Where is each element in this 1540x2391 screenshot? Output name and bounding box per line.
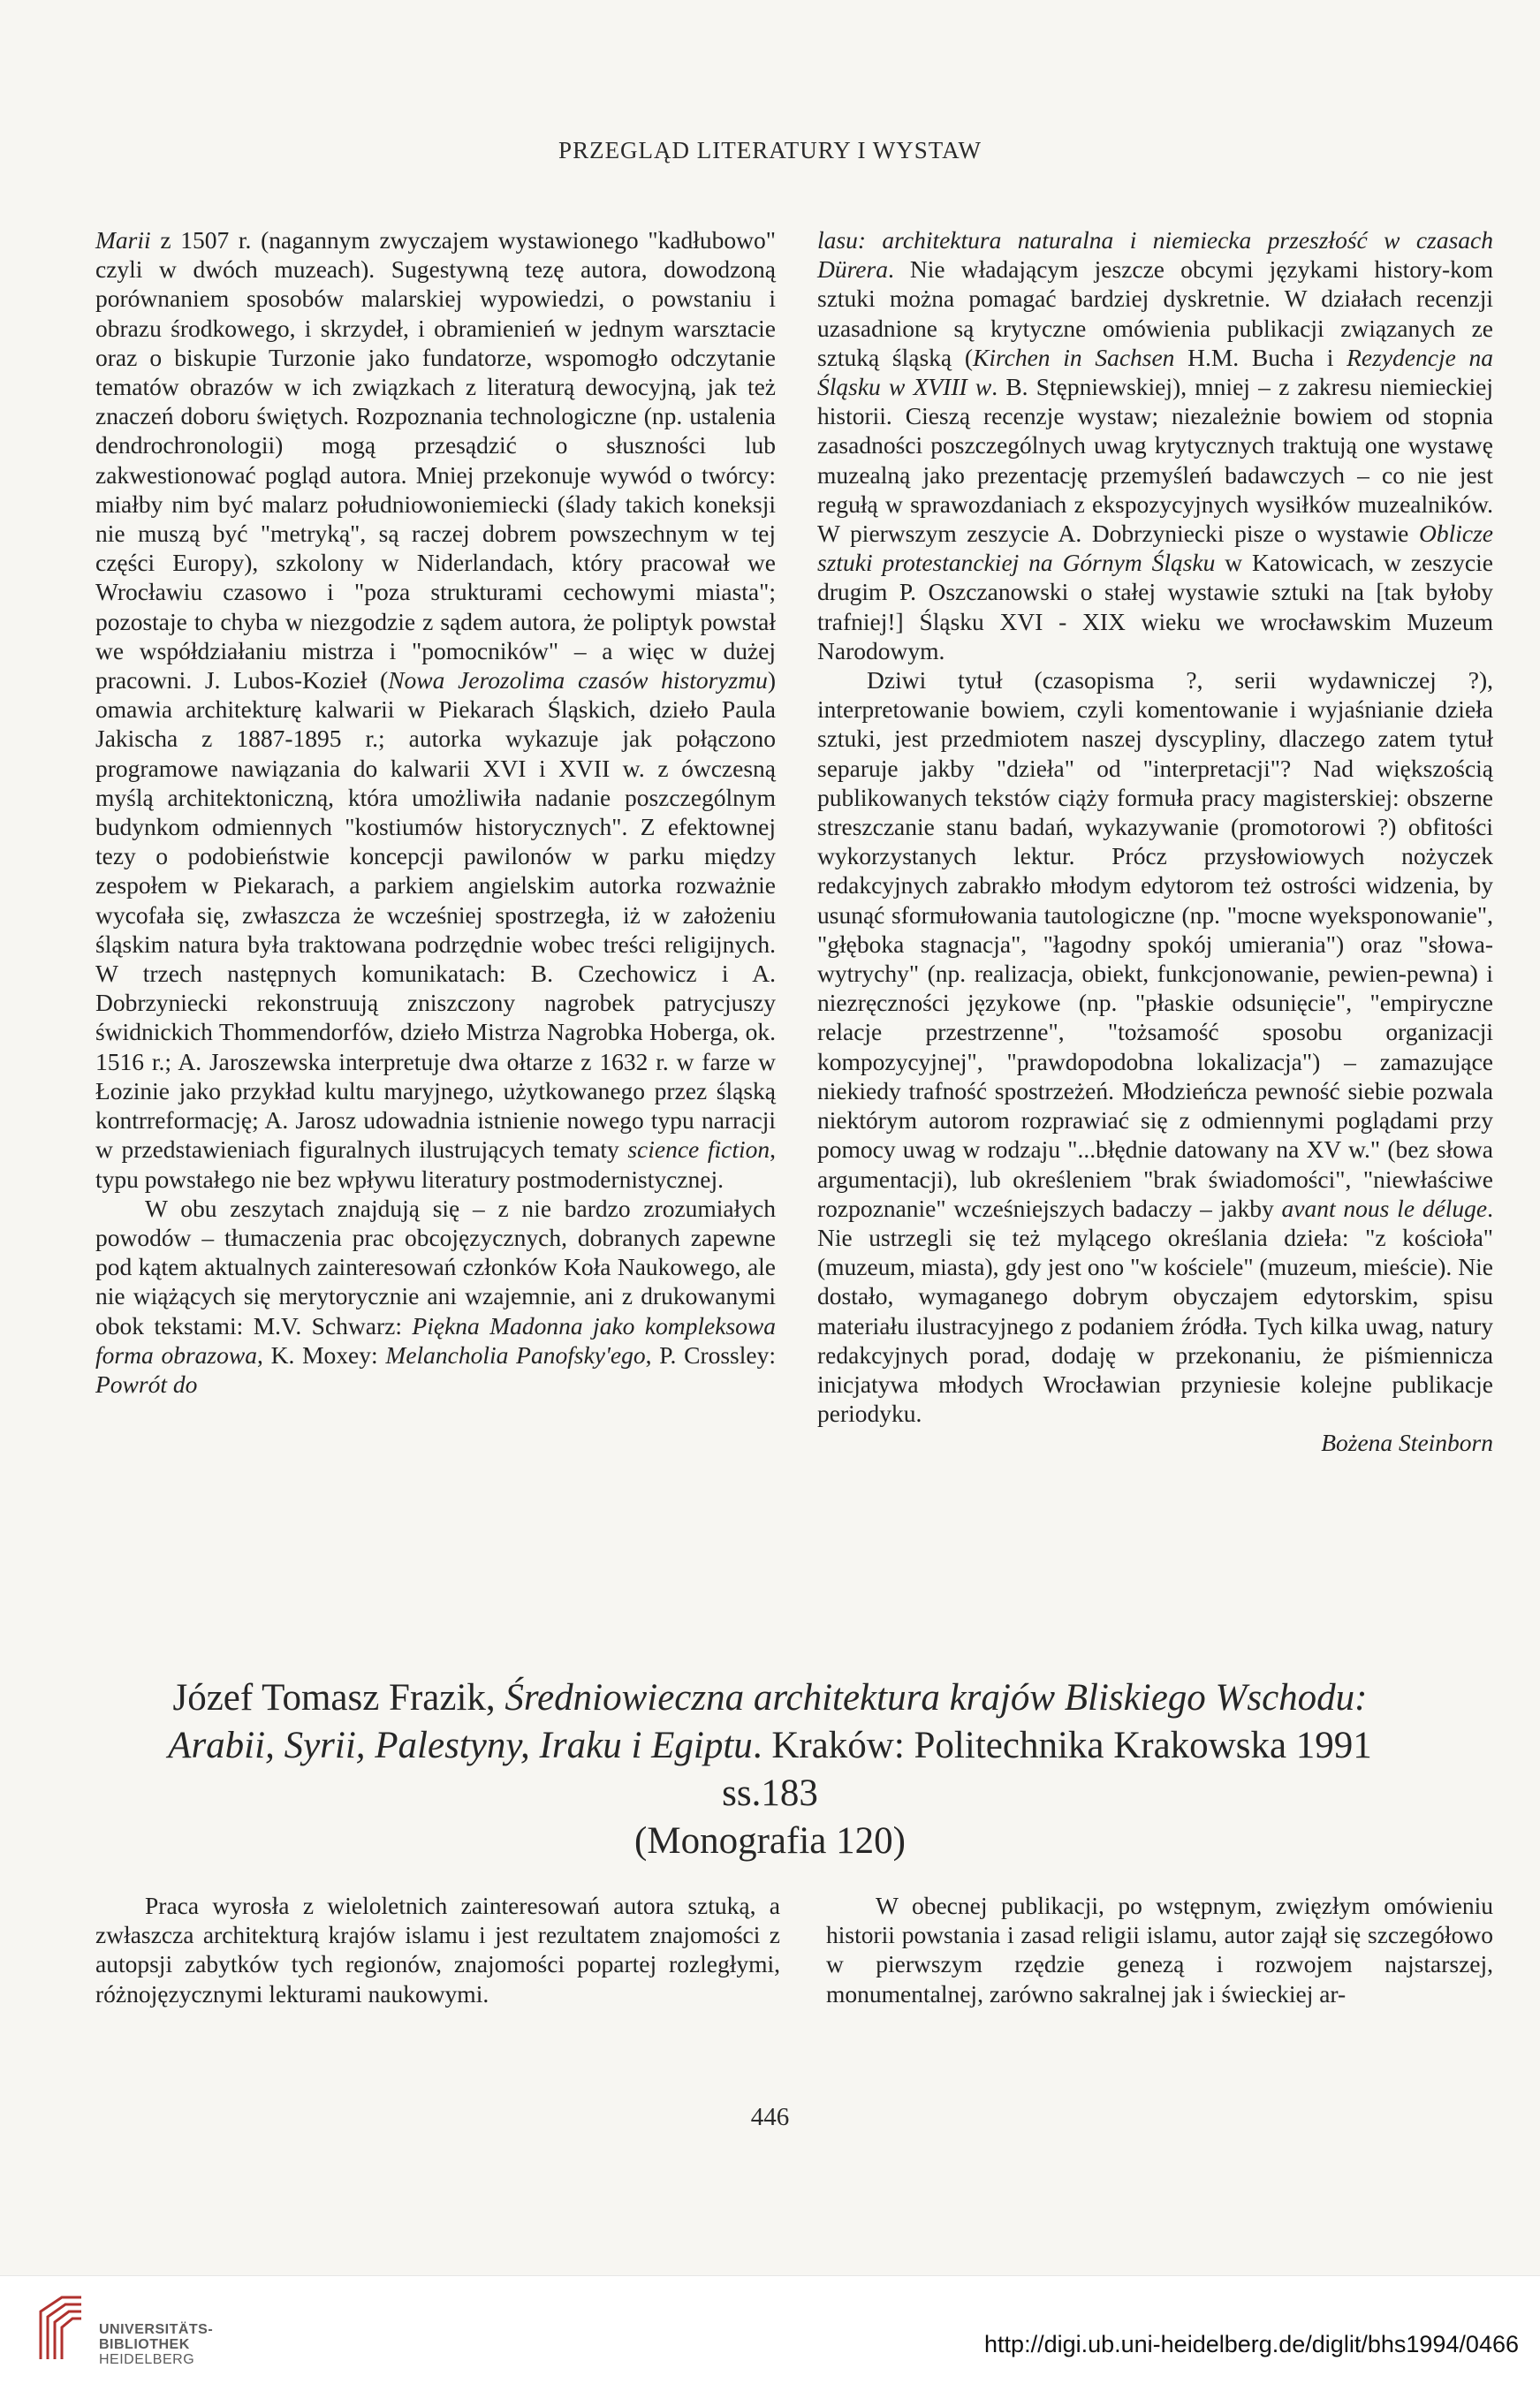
text-run: H.M. Bucha i [1174, 343, 1347, 371]
text-run: W obu zeszytach znajdują się – z nie bardzo zrozumiałych powodów – tłumaczenia prac obcojęzycznych, dobranych zapewne pod kątem aktualnych zainteresowań członków Koła Naukowego, ale nie wiążących się merytorycznie ani wzajemnie, ani z drukowanymi obok tekstami: M.V. Schwarz: [95, 1194, 776, 1340]
right-column [817, 225, 1493, 1458]
text-run: . Nie władającym jeszcze obcymi językami history-kom sztuki można pomagać bardziej dyskretnie. W działach recenzji uzasadnione są krytyczne omówienia publikacji związanych ze sztuką śląską ( [817, 255, 1493, 371]
body-paragraph [817, 225, 1493, 665]
text-run: . B. Stępniewskiej), mniej – z zakresu niemieckiej historii. Cieszą recenzje wystaw; niezależnie bowiem od stopnia zasadności poszczególnych uwag krytycznych traktują one wystawę muzealną jako prezentację przemyśleń badawczych – co nie jest regułą w sprawozdaniach z ekspozycyjnych wysiłków muzealników. W pierwszym zeszycie A. Dobrzyniecki pisze o wystawie [817, 373, 1493, 548]
review-left-column [95, 1891, 780, 2008]
text-run: z 1507 r. (nagannym zwyczajem wystawionego "kadłubowo" czyli w dwóch muzeach). Sugestywną tezę autora, dowodzoną porównaniem sposobów malarskiej wypowiedzi, o powstaniu i obrazu środkowego, i skrzydeł, i obramienień w jednym warsztacie oraz o biskupie Turzonie jako fundatorze, wspomogło odczytanie tematów obrazów w ich związkach z literaturą dewocyjną, jak też znaczeń doboru świętych. Rozpoznania technologiczne (np. ustalenia dendrochronologii) mogą przesądzić o słuszności lub zakwestionować pogląd autora. Mniej przekonuje wywód o twórcy: miałby nim być malarz południowoniemiecki (ślady takich koneksji nie muszą być "metryką", są raczej dobrem powszechnym w tej części Europy), szkolony w Niderlandach, który pracował we Wrocławiu czasowo i "poza strukturami cechowymi miasta"; pozostaje to chyba w niezgodzie z sądem autora, że poliptyk powstał we współdziałaniu mistrza i "pomocników" – a więc w dużej pracowni. J. Lubos-Kozieł ( [95, 226, 776, 695]
source-url-link[interactable]: http://digi.ub.uni-heidelberg.de/diglit/bhs1994/0466 [984, 2331, 1519, 2357]
italic-text: Oblicze sztuki protestanckiej na Górnym Śląsku [817, 520, 1493, 577]
review-paragraph: Praca wyrosła z wieloletnich zainteresowań autora sztuką, a zwłaszcza architekturą krajów islamu i jest rezultatem znajomości z autopsji zabytków tych regionów, znajomości popartej rozległymi, różnojęzycznymi lekturami naukowymi. [95, 1892, 780, 2008]
body-paragraph [95, 225, 776, 1194]
review-paragraph: W obecnej publikacji, po wstępnym, zwięzłym omówieniu historii powstania i zasad religii islamu, autor zajął się szczegółowo w pierwszym rzędzie genezą i rozwojem najstarszej, monumentalnej, zarówno sakralnej jak i świeckiej ar- [826, 1892, 1493, 2008]
library-name-line: BIBLIOTHEK [99, 2337, 190, 2352]
italic-text: Rezydencje na Śląsku w XVIII w [817, 343, 1493, 401]
italic-text: lasu: architektura naturalna i niemiecka przeszłość w czasach Dürera [817, 226, 1493, 284]
italic-text: Piękna Madonna jako kompleksowa forma obrazowa [95, 1311, 777, 1369]
library-name-line: HEIDELBERG [99, 2352, 195, 2367]
author-signature: Bożena Steinborn [1321, 1429, 1493, 1457]
text-run: , P. Crossley: [645, 1340, 776, 1369]
review-book-title: Średniowieczna architektura krajów Bliskiego Wschodu: Arabii, Syrii, Palestyny, Iraku i Egiptu [168, 1677, 1368, 1766]
review-publisher: . Kraków: Politechnika Krakowska 1991 ss.183 [722, 1725, 1372, 1814]
italic-text: science fiction [627, 1135, 770, 1164]
library-name [99, 2322, 213, 2367]
running-head: PRZEGLĄD LITERATURY I WYSTAW [558, 137, 982, 163]
right-column-body [817, 225, 1493, 1428]
text-run: , K. Moxey: [256, 1340, 386, 1369]
text-run: w Katowicach, w zeszycie drugim P. Oszczanowski o stałej wystawie sztuki na [tak byłoby trafniej!] Śląsku XVI - XIX wieku we wrocławskim Muzeum Narodowym. [817, 549, 1493, 664]
body-paragraph [95, 1194, 776, 1399]
review-series: (Monografia 120) [634, 1820, 906, 1862]
review-heading [133, 1674, 1407, 1865]
italic-text: Melancholia Panofsky'ego [385, 1340, 646, 1369]
review-author: Józef Tomasz Frazik, [172, 1677, 505, 1719]
review-right-column [826, 1891, 1493, 2008]
text-run: Dziwi tytuł (czasopisma ?, serii wydawniczej ?), interpretowanie bowiem, czyli komentowanie i wyjaśnianie dzieła sztuki, jest przedmiotem naszej dyscypliny, dlaczego zatem tytuł separuje jakby "dzieła" od "interpretacji"? Nad większością publikowanych tekstów ciąży formuła pracy magisterskiej: obszerne streszczanie stanu badań, wykazywanie (promotorowi ?) obfitości wykorzystanych lektur. Prócz przysłowiowych nożyczek redakcyjnych zabrakło młodym edytorom też ostrości widzenia, by usunąć sformułowania tautologiczne (np. "mocne wyeksponowanie", "głęboka stagnacja", "łagodny spokój umierania") oraz "słowa-wytrychy" (np. realizacja, obiekt, funkcjonowanie, pewien-pewna) i niezręczności językowe (np. "płaskie odsunięcie", "empiryczne relacje przestrzenne", "tożsamość sposobu organizacji kompozycyjnej", "prawdopodobna lokalizacja") – zamazujące niekiedy trafność spostrzeżeń. Młodzieńcza pewność siebie pozwala niektórym autorom rozprawiać się z odmiennymi poglądami przy pomocy uwag w rodzaju "...błędnie datowany na XV w." (bez słowa argumentacji), lub określeniem "brak świadomości", "niewłaściwe rozpoznanie" wcześniejszych badaczy – jakby [817, 666, 1493, 1222]
text-run: ) omawia architekturę kalwarii w Piekarach Śląskich, dzieło Paula Jakischa z 1887-1895 r.; autorka wykazuje jak połączono programowe nawiązania do kalwarii XVI i XVII w. z ówczesną myślą architektoniczną, która umożliwiła nadanie poszczególnym budynkom odmiennych "kostiumów historycznych". Z efektownej tezy o podobieństwie koncepcji pawilonów w parku między zespołem w Piekarach, a parkiem angielskim autorka rozważnie wycofała się, zwłaszcza że wcześniej spostrzegła, iż w założeniu śląskim natura była traktowana podrzędnie wobec treści religijnych. W trzech następnych komunikatach: B. Czechowicz i A. Dobrzyniecki rekonstruują zniszczony nagrobek patrycjuszy świdnickich Thommendorfów, dzieło Mistrza Nagrobka Hoberga, ok. 1516 r.; A. Jaroszewska interpretuje dwa ołtarze z 1632 r. w farze w Łozinie jako przykład kultu maryjnego, użytkowanego przez śląską kontrreformację; A. Jarosz udowadnia istnienie nowego typu narracji w przedstawieniach figuralnych ilustrujących tematy [95, 666, 776, 1164]
italic-text: Powrót do [95, 1370, 198, 1398]
library-logo-icon [35, 2294, 87, 2364]
text-run: , typu powstałego nie bez wpływu literatury postmodernistycznej. [95, 1135, 776, 1193]
italic-text: Kirchen in Sachsen [972, 343, 1175, 371]
italic-text: avant nous le déluge [1281, 1194, 1488, 1222]
left-column [95, 225, 776, 1399]
text-run: . Nie ustrzegli się też mylącego określania dzieła: "z kościoła" (muzeum, miasta), gdy jest ono "w kościele" (muzeum, mieście). Nie dostało, wymaganego dobrym obyczajem edytorskim, spisu materiału ilustracyjnego z podaniem źródła. Tych kilka uwag, natury redakcyjnych porad, dodaję w przekonaniu, że piśmiennicza inicjatywa młodych Wrocławian przyniesie kolejne publikacje periodyku. [817, 1194, 1493, 1428]
page-number: 446 [750, 2103, 790, 2131]
body-paragraph [817, 665, 1493, 1428]
italic-text: Nowa Jerozolima czasów historyzmu [388, 666, 768, 695]
library-name-line: UNIVERSITÄTS- [99, 2322, 214, 2337]
italic-text: Marii [95, 226, 151, 254]
